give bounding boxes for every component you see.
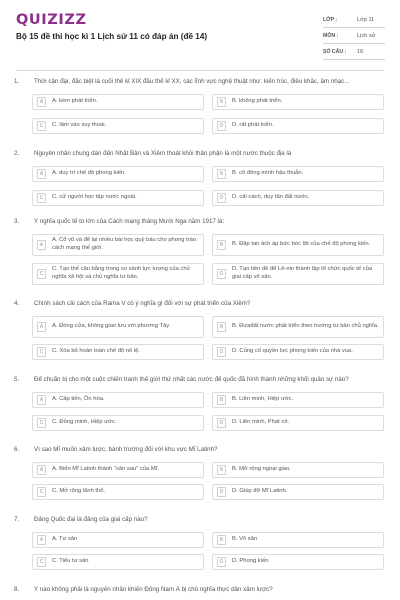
option-text: D. Phong kiến [232,558,269,565]
question-number: 5. [14,376,20,383]
option-text: A. Cấp tiến, Ôn hòa. [52,396,105,403]
option-text: B. không phát triển. [232,98,283,105]
meta-label: LỚP : [323,16,338,23]
option-letter: D [217,269,226,279]
question-text: Thời cận đại, đặc biệt là cuối thế kỉ XIX đầu thế kỉ XX, các lĩnh vực nghệ thuật như: kiến trúc, điêu khắc, âm nhạc... [34,78,350,85]
meta-value: 16 [357,48,364,55]
option-text: B. Đưađất nước phát triển theo hướng tư bản chủ nghĩa. [232,323,379,330]
option-b[interactable] [212,166,384,182]
option-letter: B [217,465,226,475]
option-text: A. Tư sản [52,536,78,543]
question-number: 2. [14,150,20,157]
question-text: Ý nào không phải là nguyên nhân khiến Đông Nam Á bị chủ nghĩa thực dân xâm lược? [34,586,273,593]
option-letter: C [37,269,46,279]
option-text: C. cử người học tập nước ngoài. [52,194,137,201]
quizizz-logo: QUIZIZZ [16,12,87,28]
option-letter: D [217,557,226,567]
question-number: 7. [14,516,20,523]
option-a[interactable] [32,532,204,548]
option-a[interactable] [32,94,204,110]
option-c[interactable] [32,344,204,360]
question-text: Đảng Quốc đại là đảng của giai cấp nào? [34,516,148,523]
option-text: D. Củng cố quyền lực phong kiến của nhà vua. [232,348,353,355]
question-text: Nguyên nhân chung dẫn đến Nhật Bản và Xiêm thoát khỏi thân phận là một nước thuộc địa là [34,150,292,157]
question-number: 8. [14,586,20,593]
meta-value: Lớp 11 [357,16,375,23]
meta-label: MÔN : [323,32,339,39]
meta-row-count [323,44,385,60]
question-number: 3. [14,218,20,225]
option-letter: C [37,121,46,131]
option-text: B. Liên minh, Hiệp ước. [232,396,294,403]
option-d[interactable] [212,118,384,134]
header-divider [16,70,384,71]
option-c[interactable] [32,263,204,285]
quiz-meta [323,12,385,60]
question-text: Chính sách cải cách của Rama V có ý nghĩa gì đối với sự phát triển của Xiêm? [34,300,251,307]
option-letter: D [217,193,226,203]
option-c[interactable] [32,190,204,206]
question-text: Vì sao Mĩ muốn xâm lược, bành trướng đối với khu vực Mĩ Latinh? [34,446,218,453]
option-text: A. duy trì chế độ phong kiến. [52,170,126,177]
option-letter: C [37,347,46,357]
option-text: D. Liên minh, Phát xít. [232,419,290,426]
option-text: B. Đập tan ách áp bức bóc lột của chế độ phong kiến. [232,241,371,248]
option-letter: C [37,487,46,497]
question-text: Ý nghĩa quốc tế to lớn của Cách mạng tháng Mười Nga năm 1917 là: [34,218,225,225]
option-text: B. Mở rộng ngoại giao. [232,466,291,473]
option-b[interactable] [212,462,384,478]
meta-value: Lịch sử [357,32,376,39]
question-number: 1. [14,78,20,85]
option-letter: D [217,487,226,497]
option-b[interactable] [212,532,384,548]
option-text: D. cải cách, duy tân đất nước. [232,194,310,201]
option-letter: B [217,395,226,405]
meta-row-subject [323,28,385,44]
option-text: C. Đồng minh, Hiệp ước. [52,419,117,426]
option-text: D. rất phát triển. [232,122,274,129]
option-text: A. kém phát triển. [52,98,98,105]
option-d[interactable] [212,190,384,206]
option-letter: A [37,322,46,332]
option-c[interactable] [32,554,204,570]
option-d[interactable] [212,484,384,500]
option-letter: D [217,121,226,131]
option-a[interactable] [32,166,204,182]
option-letter: B [217,169,226,179]
option-b[interactable] [212,94,384,110]
option-letter: C [37,418,46,428]
option-a[interactable] [32,462,204,478]
option-b[interactable] [212,392,384,408]
option-letter: A [37,169,46,179]
option-letter: A [37,465,46,475]
option-d[interactable] [212,263,384,285]
option-a[interactable] [32,316,204,338]
option-text: D. Giúp đỡ Mĩ Latinh. [232,488,288,495]
option-b[interactable] [212,234,384,256]
option-letter: C [37,557,46,567]
option-text: A. Biến Mĩ Latinh thành "sân sau" của Mĩ. [52,466,159,473]
meta-row-class [323,12,385,28]
option-text: C. Tiểu tư sản [52,558,89,565]
page-header [0,0,400,64]
meta-label: SỐ CÂU : [323,48,347,55]
option-a[interactable] [32,392,204,408]
option-text: A. Cổ vũ và để lại nhiều bài học quý báu cho phong trào cách mạng thế giới. [52,237,197,251]
option-letter: C [37,193,46,203]
option-c[interactable] [32,415,204,431]
option-letter: B [217,97,226,107]
option-c[interactable] [32,484,204,500]
option-text: B. Vô sản [232,536,258,543]
option-text: A. Đóng cửa, không giao lưu với phương Tây. [52,323,171,330]
option-d[interactable] [212,554,384,570]
question-text: Để chuẩn bị cho một cuộc chiến tranh thế giới thứ nhất các nước đế quốc đã hình thành những khối quân sự nào? [34,376,349,383]
option-d[interactable] [212,344,384,360]
option-text: C. lâm vào suy thoái. [52,122,107,129]
option-c[interactable] [32,118,204,134]
question-number: 6. [14,446,20,453]
option-letter: A [37,535,46,545]
option-text: C. Tạo thế cân bằng trong so sánh lực lượng của chủ nghĩa xã hội và chủ nghĩa tư bản. [52,266,190,280]
option-letter: A [37,240,46,250]
option-a[interactable] [32,234,204,256]
question-number: 4. [14,300,20,307]
option-letter: D [217,347,226,357]
option-letter: B [217,322,226,332]
option-letter: B [217,240,226,250]
option-text: C. Mở rộng lãnh thổ. [52,488,106,495]
option-b[interactable] [212,316,384,338]
option-letter: A [37,97,46,107]
option-letter: B [217,535,226,545]
option-text: D. Tạo tiền đề để Lê-nin thành lập tổ chức quốc tế của giai cấp vô sản. [232,266,373,280]
option-d[interactable] [212,415,384,431]
option-letter: A [37,395,46,405]
option-letter: D [217,418,226,428]
quiz-title: Bộ 15 đề thi học kì 1 Lịch sử 11 có đáp án (đề 14) [16,32,208,41]
option-text: B. cô đông mình hậu thuẫn. [232,170,304,177]
option-text: C. Xóa bỏ hoàn toàn chế độ nô lệ. [52,348,140,355]
